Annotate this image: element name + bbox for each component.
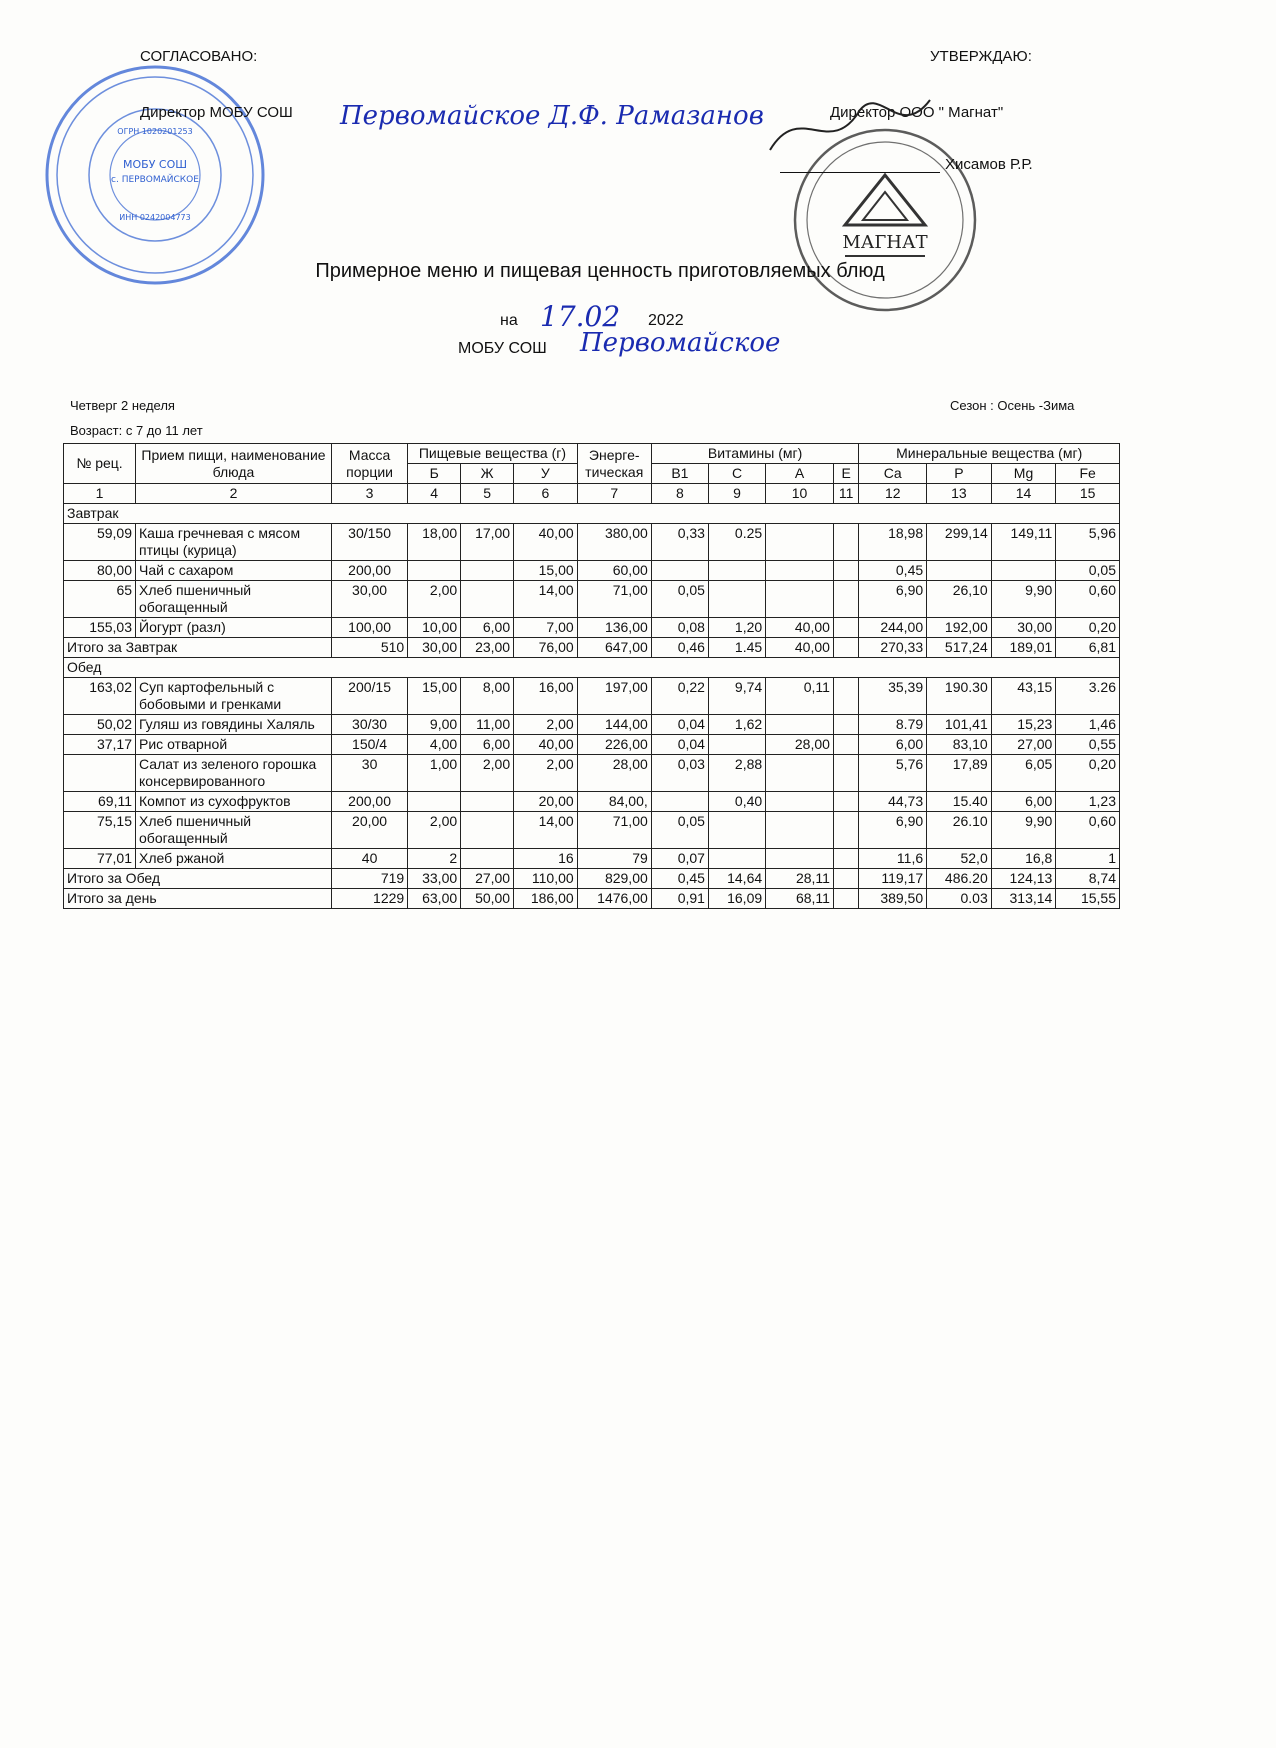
table-cell: 6,00 — [859, 735, 927, 755]
recipe-number: 69,11 — [64, 792, 136, 812]
table-cell: 150/4 — [331, 735, 407, 755]
total-cell: 14,64 — [708, 869, 765, 889]
recipe-number: 163,02 — [64, 678, 136, 715]
total-cell: 119,17 — [859, 869, 927, 889]
table-cell: 3.26 — [1056, 678, 1120, 715]
school-prefix: МОБУ СОШ — [458, 340, 547, 357]
recipe-number: 77,01 — [64, 849, 136, 869]
table-row — [64, 812, 1120, 849]
dish-name: Гуляш из говядины Халяль — [136, 715, 332, 735]
total-cell: 50,00 — [461, 889, 514, 909]
table-cell — [708, 812, 765, 849]
header-col-number: 3 — [331, 484, 407, 504]
header-col-number: 4 — [408, 484, 461, 504]
header-col-number: 9 — [708, 484, 765, 504]
table-cell — [766, 561, 834, 581]
total-row — [64, 869, 1120, 889]
recipe-number: 155,03 — [64, 618, 136, 638]
table-cell: 15,00 — [514, 561, 578, 581]
table-cell: 0,11 — [766, 678, 834, 715]
table-cell: 4,00 — [408, 735, 461, 755]
total-cell: 270,33 — [859, 638, 927, 658]
table-cell — [651, 792, 708, 812]
table-cell: 2,00 — [461, 755, 514, 792]
total-cell: 186,00 — [514, 889, 578, 909]
table-cell: 60,00 — [577, 561, 651, 581]
table-cell — [833, 812, 858, 849]
section-row — [64, 658, 1120, 678]
table-cell: 30 — [331, 755, 407, 792]
table-cell: 5,76 — [859, 755, 927, 792]
table-cell: 15.40 — [927, 792, 992, 812]
approval-right-position: Директор ООО " Магнат" — [830, 104, 1004, 121]
table-row — [64, 735, 1120, 755]
table-cell: 2,00 — [408, 581, 461, 618]
table-row — [64, 715, 1120, 735]
header-col-number: 13 — [927, 484, 992, 504]
total-cell: 76,00 — [514, 638, 578, 658]
menu-date: 17.02 — [540, 300, 621, 333]
table-cell: 79 — [577, 849, 651, 869]
table-cell — [766, 755, 834, 792]
table-cell: 1,00 — [408, 755, 461, 792]
table-cell: 0,45 — [859, 561, 927, 581]
header-col-number: 11 — [833, 484, 858, 504]
table-cell: 26.10 — [927, 812, 992, 849]
table-cell — [833, 849, 858, 869]
section-label: Завтрак — [64, 504, 1120, 524]
recipe-number: 80,00 — [64, 561, 136, 581]
director-signature — [760, 80, 940, 170]
table-cell: 52,0 — [927, 849, 992, 869]
table-cell — [708, 561, 765, 581]
table-cell — [766, 849, 834, 869]
table-cell: 27,00 — [991, 735, 1056, 755]
table-cell: 40 — [331, 849, 407, 869]
table-cell: 16,8 — [991, 849, 1056, 869]
table-cell: 30/30 — [331, 715, 407, 735]
school-stamp — [40, 60, 270, 290]
total-cell: 0.03 — [927, 889, 992, 909]
recipe-number: 59,09 — [64, 524, 136, 561]
total-cell: 1476,00 — [577, 889, 651, 909]
header-minerals: Минеральные вещества (мг) — [859, 444, 1120, 464]
table-cell: 16,00 — [514, 678, 578, 715]
total-cell: 1.45 — [708, 638, 765, 658]
table-cell: 6,00 — [461, 735, 514, 755]
table-cell: 17,00 — [461, 524, 514, 561]
table-cell — [708, 735, 765, 755]
table-cell: 83,10 — [927, 735, 992, 755]
table-cell — [833, 524, 858, 561]
approval-right-title: УТВЕРЖДАЮ: — [930, 48, 1032, 65]
table-cell: 9,00 — [408, 715, 461, 735]
age-label: Возраст: с 7 до 11 лет — [70, 423, 203, 438]
total-cell — [833, 869, 858, 889]
header-col-number: 12 — [859, 484, 927, 504]
header-sub-9: Mg — [991, 464, 1056, 484]
table-cell — [833, 715, 858, 735]
header-sub-4: C — [708, 464, 765, 484]
signature-line — [780, 172, 940, 173]
total-cell: 40,00 — [766, 638, 834, 658]
recipe-number: 75,15 — [64, 812, 136, 849]
table-cell: 0.25 — [708, 524, 765, 561]
table-row — [64, 678, 1120, 715]
table-cell: 144,00 — [577, 715, 651, 735]
table-cell — [708, 849, 765, 869]
table-cell: 16 — [514, 849, 578, 869]
header-rec: № рец. — [64, 444, 136, 484]
table-cell: 244,00 — [859, 618, 927, 638]
table-cell: 10,00 — [408, 618, 461, 638]
section-label: Обед — [64, 658, 1120, 678]
total-cell: 486.20 — [927, 869, 992, 889]
total-cell: 0,45 — [651, 869, 708, 889]
dish-name: Компот из сухофруктов — [136, 792, 332, 812]
recipe-number: 37,17 — [64, 735, 136, 755]
approval-left-position: Директор МОБУ СОШ — [140, 104, 293, 121]
table-cell: 299,14 — [927, 524, 992, 561]
table-cell: 0,04 — [651, 715, 708, 735]
table-cell: 14,00 — [514, 581, 578, 618]
total-cell: 33,00 — [408, 869, 461, 889]
dish-name: Салат из зеленого горошка консервированного — [136, 755, 332, 792]
table-cell: 18,00 — [408, 524, 461, 561]
dish-name: Суп картофельный с бобовыми и гренками — [136, 678, 332, 715]
total-cell: 27,00 — [461, 869, 514, 889]
dish-name: Рис отварной — [136, 735, 332, 755]
table-cell: 149,11 — [991, 524, 1056, 561]
table-cell — [833, 618, 858, 638]
total-cell: 6,81 — [1056, 638, 1120, 658]
table-cell: 0,05 — [1056, 561, 1120, 581]
table-cell: 5,96 — [1056, 524, 1120, 561]
table-cell: 192,00 — [927, 618, 992, 638]
total-cell — [833, 889, 858, 909]
table-cell: 0,22 — [651, 678, 708, 715]
table-cell: 84,00, — [577, 792, 651, 812]
table-cell: 6,90 — [859, 812, 927, 849]
total-label: Итого за день — [64, 889, 332, 909]
table-cell: 1 — [1056, 849, 1120, 869]
table-cell: 2,88 — [708, 755, 765, 792]
table-cell — [766, 581, 834, 618]
header-col-number: 8 — [651, 484, 708, 504]
total-label: Итого за Завтрак — [64, 638, 332, 658]
total-cell — [833, 638, 858, 658]
table-cell: 136,00 — [577, 618, 651, 638]
header-energy: Энерге-тическая — [577, 444, 651, 484]
recipe-number — [64, 755, 136, 792]
total-cell: 517,24 — [927, 638, 992, 658]
total-cell: 719 — [331, 869, 407, 889]
table-cell: 17,89 — [927, 755, 992, 792]
table-cell — [833, 561, 858, 581]
total-cell: 389,50 — [859, 889, 927, 909]
total-cell: 28,11 — [766, 869, 834, 889]
total-cell: 0,91 — [651, 889, 708, 909]
table-cell: 0,03 — [651, 755, 708, 792]
header-col-number: 15 — [1056, 484, 1120, 504]
total-cell: 30,00 — [408, 638, 461, 658]
header-sub-10: Fe — [1056, 464, 1120, 484]
total-cell: 16,09 — [708, 889, 765, 909]
table-cell: 40,00 — [514, 735, 578, 755]
table-row — [64, 524, 1120, 561]
school-name: Первомайское — [580, 328, 781, 358]
table-cell: 18,98 — [859, 524, 927, 561]
table-cell — [708, 581, 765, 618]
table-cell — [833, 678, 858, 715]
table-cell: 15,23 — [991, 715, 1056, 735]
header-meal: Прием пищи, наименование блюда — [136, 444, 332, 484]
table-cell: 0,05 — [651, 812, 708, 849]
total-cell: 23,00 — [461, 638, 514, 658]
approval-left-title: СОГЛАСОВАНО: — [140, 48, 258, 65]
table-cell: 6,05 — [991, 755, 1056, 792]
table-row — [64, 581, 1120, 618]
header-col-number: 7 — [577, 484, 651, 504]
table-cell — [461, 849, 514, 869]
total-row — [64, 889, 1120, 909]
table-cell: 2,00 — [514, 715, 578, 735]
table-cell — [766, 792, 834, 812]
table-cell: 0,55 — [1056, 735, 1120, 755]
table-cell: 30,00 — [991, 618, 1056, 638]
table-cell: 0,04 — [651, 735, 708, 755]
stamp-line-4: ОГРН 1020201253 — [117, 127, 193, 136]
table-cell: 9,90 — [991, 812, 1056, 849]
table-cell: 0,05 — [651, 581, 708, 618]
table-cell: 190.30 — [927, 678, 992, 715]
table-row — [64, 755, 1120, 792]
table-cell: 101,41 — [927, 715, 992, 735]
table-cell: 0,20 — [1056, 755, 1120, 792]
dish-name: Хлеб ржаной — [136, 849, 332, 869]
table-cell: 44,73 — [859, 792, 927, 812]
table-cell: 0,60 — [1056, 812, 1120, 849]
menu-table — [63, 443, 1120, 909]
table-row — [64, 849, 1120, 869]
table-cell: 43,15 — [991, 678, 1056, 715]
table-cell: 8.79 — [859, 715, 927, 735]
table-cell: 0,07 — [651, 849, 708, 869]
stamp-line-3: ИНН 0242004773 — [119, 213, 191, 222]
table-cell: 14,00 — [514, 812, 578, 849]
table-cell: 6,00 — [991, 792, 1056, 812]
table-cell: 26,10 — [927, 581, 992, 618]
page-title: Примерное меню и пищевая ценность приготовляемых блюд — [315, 260, 885, 282]
table-cell — [833, 735, 858, 755]
table-cell: 226,00 — [577, 735, 651, 755]
header-vitamins: Витамины (мг) — [651, 444, 859, 464]
header-sub-0: Б — [408, 464, 461, 484]
approval-left-signature: Первомайское Д.Ф. Рамазанов — [340, 101, 764, 131]
dish-name: Чай с сахаром — [136, 561, 332, 581]
table-cell: 15,00 — [408, 678, 461, 715]
table-cell: 40,00 — [766, 618, 834, 638]
header-nutrients: Пищевые вещества (г) — [408, 444, 577, 464]
table-cell — [833, 792, 858, 812]
table-cell: 197,00 — [577, 678, 651, 715]
table-row — [64, 561, 1120, 581]
table-cell: 0,20 — [1056, 618, 1120, 638]
header-sub-2: У — [514, 464, 578, 484]
header-col-number: 2 — [136, 484, 332, 504]
table-cell: 1,62 — [708, 715, 765, 735]
table-row — [64, 618, 1120, 638]
table-cell — [408, 561, 461, 581]
header-col-number: 14 — [991, 484, 1056, 504]
stamp-line-2: с. ПЕРВОМАЙСКОЕ — [111, 175, 199, 185]
table-cell: 20,00 — [514, 792, 578, 812]
header-mass: Масса порции — [331, 444, 407, 484]
total-cell: 110,00 — [514, 869, 578, 889]
table-cell — [461, 812, 514, 849]
table-cell: 0,33 — [651, 524, 708, 561]
table-cell — [991, 561, 1056, 581]
table-cell: 0,08 — [651, 618, 708, 638]
table-cell: 0,40 — [708, 792, 765, 812]
table-cell: 30,00 — [331, 581, 407, 618]
table-cell: 11,6 — [859, 849, 927, 869]
table-cell: 2,00 — [514, 755, 578, 792]
table-cell: 2 — [408, 849, 461, 869]
table-cell: 28,00 — [577, 755, 651, 792]
table-cell: 380,00 — [577, 524, 651, 561]
table-cell — [461, 561, 514, 581]
total-cell: 829,00 — [577, 869, 651, 889]
table-cell: 20,00 — [331, 812, 407, 849]
table-cell: 6,90 — [859, 581, 927, 618]
table-cell: 40,00 — [514, 524, 578, 561]
section-row — [64, 504, 1120, 524]
table-cell: 100,00 — [331, 618, 407, 638]
total-cell: 510 — [331, 638, 407, 658]
header-col-number: 10 — [766, 484, 834, 504]
header-sub-1: Ж — [461, 464, 514, 484]
total-cell: 0,46 — [651, 638, 708, 658]
day-label: Четверг 2 неделя — [70, 398, 175, 413]
total-cell: 124,13 — [991, 869, 1056, 889]
total-label: Итого за Обед — [64, 869, 332, 889]
table-cell: 6,00 — [461, 618, 514, 638]
table-cell: 9,74 — [708, 678, 765, 715]
season-label: Сезон : Осень -Зима — [950, 398, 1075, 413]
header-sub-6: E — [833, 464, 858, 484]
table-cell — [461, 792, 514, 812]
header-col-number: 1 — [64, 484, 136, 504]
menu-year: 2022 — [648, 312, 684, 329]
header-sub-5: A — [766, 464, 834, 484]
table-cell: 71,00 — [577, 581, 651, 618]
table-cell: 71,00 — [577, 812, 651, 849]
table-cell — [766, 812, 834, 849]
total-cell: 63,00 — [408, 889, 461, 909]
table-cell: 7,00 — [514, 618, 578, 638]
total-cell: 189,01 — [991, 638, 1056, 658]
table-cell: 28,00 — [766, 735, 834, 755]
dish-name: Хлеб пшеничный обогащенный — [136, 812, 332, 849]
table-cell — [461, 581, 514, 618]
total-row — [64, 638, 1120, 658]
total-cell: 313,14 — [991, 889, 1056, 909]
table-cell: 1,20 — [708, 618, 765, 638]
table-cell — [766, 524, 834, 561]
dish-name: Каша гречневая с мясом птицы (курица) — [136, 524, 332, 561]
recipe-number: 65 — [64, 581, 136, 618]
table-cell: 35,39 — [859, 678, 927, 715]
recipe-number: 50,02 — [64, 715, 136, 735]
table-cell — [927, 561, 992, 581]
table-cell: 9,90 — [991, 581, 1056, 618]
table-cell: 11,00 — [461, 715, 514, 735]
stamp-company-text: МАГНАТ — [842, 232, 928, 253]
table-cell: 2,00 — [408, 812, 461, 849]
header-col-number: 6 — [514, 484, 578, 504]
header-sub-7: Ca — [859, 464, 927, 484]
header-col-number: 5 — [461, 484, 514, 504]
header-sub-3: B1 — [651, 464, 708, 484]
total-cell: 68,11 — [766, 889, 834, 909]
date-prefix: на — [500, 312, 518, 329]
dish-name: Йогурт (разл) — [136, 618, 332, 638]
table-cell — [833, 755, 858, 792]
total-cell: 15,55 — [1056, 889, 1120, 909]
table-row — [64, 792, 1120, 812]
total-cell: 647,00 — [577, 638, 651, 658]
table-cell — [408, 792, 461, 812]
dish-name: Хлеб пшеничный обогащенный — [136, 581, 332, 618]
table-cell — [833, 581, 858, 618]
table-cell: 200,00 — [331, 792, 407, 812]
total-cell: 8,74 — [1056, 869, 1120, 889]
stamp-line-1: МОБУ СОШ — [123, 158, 187, 171]
table-cell: 30/150 — [331, 524, 407, 561]
table-cell: 1,23 — [1056, 792, 1120, 812]
table-cell: 8,00 — [461, 678, 514, 715]
header-sub-8: P — [927, 464, 992, 484]
total-cell: 1229 — [331, 889, 407, 909]
table-cell — [651, 561, 708, 581]
table-cell: 200/15 — [331, 678, 407, 715]
table-cell: 0,60 — [1056, 581, 1120, 618]
table-cell: 1,46 — [1056, 715, 1120, 735]
table-cell: 200,00 — [331, 561, 407, 581]
approval-right-name: Хисамов Р.Р. — [945, 156, 1033, 173]
table-cell — [766, 715, 834, 735]
